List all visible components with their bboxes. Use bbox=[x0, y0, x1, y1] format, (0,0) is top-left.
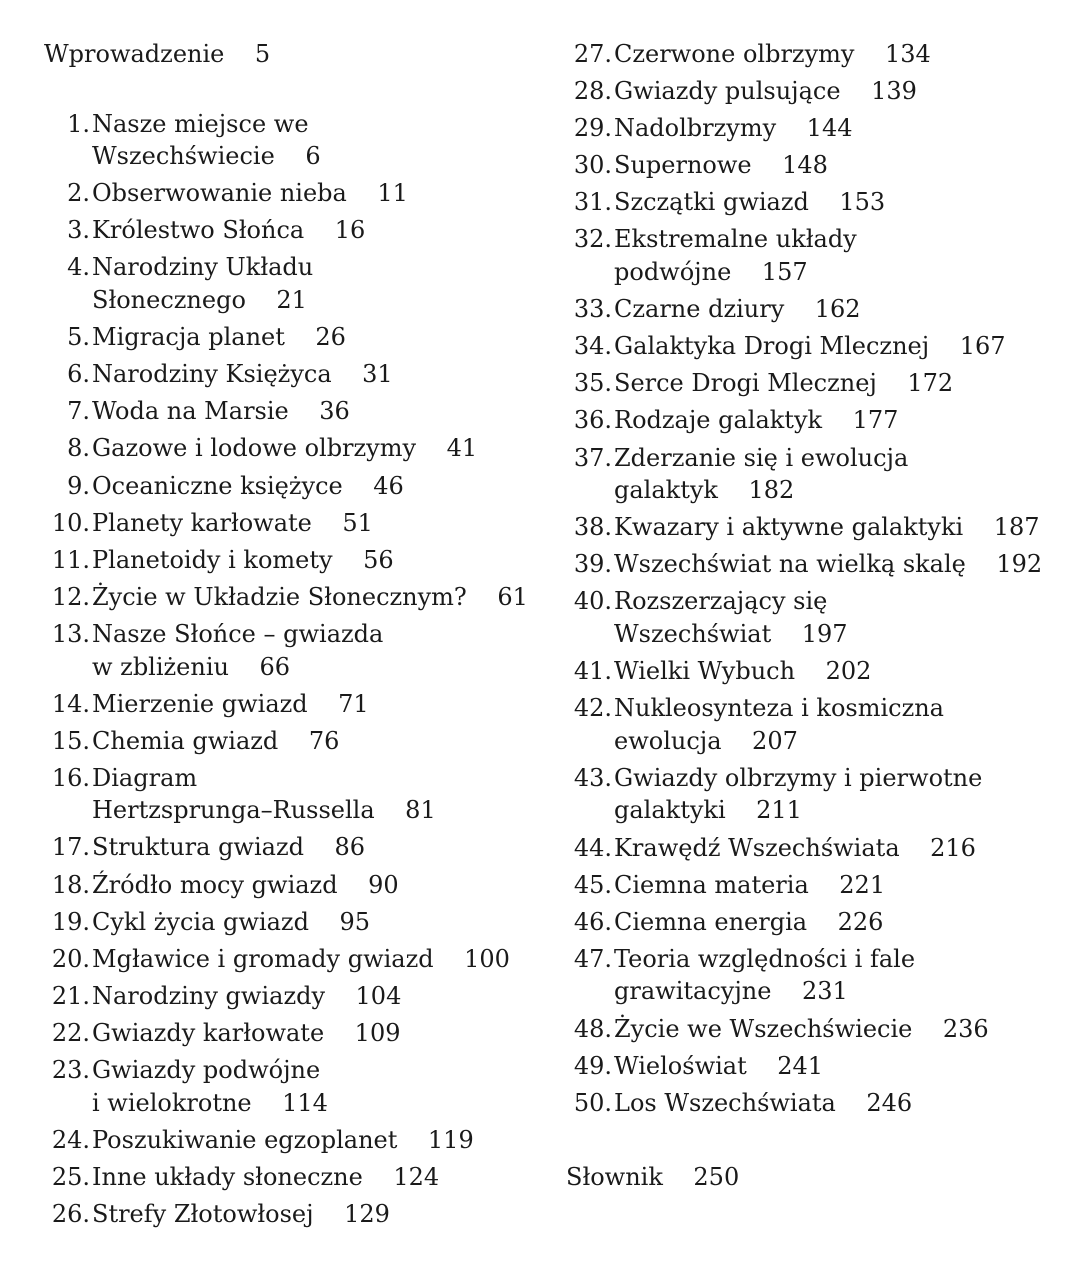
entry-page-number: 211 bbox=[756, 796, 802, 825]
toc-entry bbox=[566, 655, 1066, 688]
entry-page-number: 26 bbox=[315, 323, 346, 352]
toc-entry bbox=[44, 358, 544, 391]
toc-entry bbox=[566, 511, 1066, 544]
entry-title: Nasze Słońce – gwiazda w zbliżeniu bbox=[92, 619, 384, 681]
entry-text bbox=[92, 1161, 439, 1194]
entry-text bbox=[92, 762, 436, 827]
entry-number: 50. bbox=[573, 1088, 612, 1117]
entry-number: 23. bbox=[51, 1056, 90, 1085]
intro-title: Wprowadzenie bbox=[44, 40, 225, 68]
entry-title: Diagram Hertzsprunga–Russella bbox=[92, 763, 375, 825]
entry-page-number: 177 bbox=[852, 406, 899, 435]
toc-column-right bbox=[566, 38, 1066, 1193]
entry-page-number: 56 bbox=[363, 545, 394, 574]
toc-entry bbox=[44, 1161, 544, 1194]
entry-page-number: 236 bbox=[942, 1014, 989, 1043]
toc-entry bbox=[44, 618, 544, 683]
entry-number: 28. bbox=[573, 77, 612, 106]
entry-title: Rozszerzający się Wszechświat bbox=[614, 587, 828, 648]
entry-title: Woda na Marsie bbox=[92, 397, 289, 426]
entry-text bbox=[614, 1050, 823, 1083]
entry-text bbox=[614, 762, 982, 827]
entry-page-number: 231 bbox=[801, 977, 848, 1006]
toc-entry bbox=[566, 762, 1066, 827]
entry-number: 21. bbox=[51, 981, 90, 1010]
entry-text bbox=[92, 581, 528, 614]
entry-number: 42. bbox=[573, 694, 612, 723]
entry-title: Zderzanie się i ewolucja galaktyk bbox=[614, 443, 909, 505]
entry-title: Cykl życia gwiazd bbox=[92, 907, 309, 936]
entry-page-number: 104 bbox=[355, 981, 402, 1010]
entry-text bbox=[614, 548, 1042, 581]
entry-title: Nukleosynteza i kosmiczna ewolucja bbox=[614, 694, 944, 755]
entry-number: 15. bbox=[51, 726, 90, 755]
entry-number: 32. bbox=[573, 225, 612, 254]
entry-page-number: 139 bbox=[871, 77, 917, 106]
entry-text bbox=[92, 251, 313, 316]
toc-entry bbox=[44, 906, 544, 939]
toc-entry bbox=[566, 442, 1066, 507]
entry-text bbox=[92, 1198, 390, 1231]
entry-title: Chemia gwiazd bbox=[92, 726, 279, 755]
toc-entry bbox=[44, 395, 544, 428]
entry-text bbox=[614, 149, 828, 182]
entry-title: Ekstremalne układy podwójne bbox=[614, 225, 857, 287]
entry-page-number: 129 bbox=[344, 1199, 390, 1228]
glossary-entry bbox=[566, 1161, 1066, 1194]
toc-entry bbox=[44, 581, 544, 614]
entry-title: Rodzaje galaktyk bbox=[614, 406, 823, 435]
intro-page: 5 bbox=[254, 40, 271, 68]
entry-page-number: 207 bbox=[752, 726, 798, 755]
glossary-title: Słownik bbox=[566, 1162, 663, 1191]
entry-text bbox=[92, 1124, 474, 1157]
entry-number: 35. bbox=[573, 369, 612, 398]
entry-title: Teoria względności i fale grawitacyjne bbox=[614, 944, 916, 1006]
entry-text bbox=[92, 214, 365, 247]
entry-page-number: 95 bbox=[339, 907, 370, 936]
entry-number: 47. bbox=[573, 944, 612, 973]
entry-page-number: 31 bbox=[362, 360, 393, 389]
toc-column-left bbox=[44, 38, 544, 1235]
toc-entry bbox=[44, 108, 544, 173]
toc-entry bbox=[44, 507, 544, 540]
entry-text bbox=[92, 618, 383, 683]
entry-title: Kwazary i aktywne galaktyki bbox=[614, 513, 964, 542]
entry-number: 29. bbox=[573, 114, 612, 143]
entry-title: Królestwo Słońca bbox=[92, 216, 305, 245]
entry-text bbox=[614, 367, 953, 400]
entry-text bbox=[92, 725, 339, 758]
entry-number: 5. bbox=[67, 323, 90, 352]
entry-number: 38. bbox=[573, 513, 612, 542]
entry-text bbox=[614, 75, 917, 108]
toc-entry bbox=[566, 223, 1066, 288]
toc-entry bbox=[566, 1013, 1066, 1046]
entry-title: Gwiazdy olbrzymy i pierwotne galaktyki bbox=[614, 763, 983, 825]
toc-entry bbox=[44, 688, 544, 721]
entry-title: Gazowe i lodowe olbrzymy bbox=[92, 434, 417, 463]
entry-text bbox=[614, 1013, 989, 1046]
entry-number: 13. bbox=[51, 619, 90, 648]
toc-list-right bbox=[566, 38, 1066, 1119]
entry-number: 9. bbox=[67, 471, 90, 500]
toc-entry bbox=[44, 432, 544, 465]
toc-list-left bbox=[44, 108, 544, 1231]
entry-text bbox=[92, 869, 399, 902]
toc-entry bbox=[44, 177, 544, 210]
toc-entry bbox=[566, 548, 1066, 581]
entry-number: 18. bbox=[51, 870, 90, 899]
entry-number: 14. bbox=[51, 689, 90, 718]
entry-number: 26. bbox=[51, 1199, 90, 1228]
entry-title: Strefy Złotowłosej bbox=[92, 1199, 314, 1228]
entry-page-number: 216 bbox=[930, 833, 976, 862]
toc-entry bbox=[566, 75, 1066, 108]
entry-text bbox=[614, 869, 885, 902]
entry-number: 36. bbox=[573, 406, 612, 435]
entry-title: Życie w Układzie Słonecznym? bbox=[92, 582, 467, 611]
entry-page-number: 202 bbox=[825, 657, 872, 686]
entry-page-number: 76 bbox=[308, 726, 340, 755]
toc-entry bbox=[566, 1050, 1066, 1083]
entry-number: 16. bbox=[51, 763, 90, 792]
entry-title: Czerwone olbrzymy bbox=[614, 40, 855, 68]
entry-number: 49. bbox=[573, 1051, 612, 1080]
entry-page-number: 226 bbox=[837, 907, 884, 936]
entry-page-number: 90 bbox=[368, 870, 399, 899]
entry-number: 34. bbox=[573, 332, 612, 361]
toc-entry bbox=[44, 251, 544, 316]
entry-number: 40. bbox=[573, 587, 612, 616]
entry-text bbox=[92, 980, 401, 1013]
entry-page-number: 36 bbox=[319, 397, 350, 426]
entry-number: 17. bbox=[51, 833, 90, 862]
entry-number: 45. bbox=[573, 870, 612, 899]
entry-title: Mgławice i gromady gwiazd bbox=[92, 944, 434, 973]
toc-entry bbox=[44, 762, 544, 827]
entry-page-number: 148 bbox=[782, 151, 828, 180]
entry-number: 27. bbox=[573, 40, 612, 68]
entry-page-number: 11 bbox=[377, 179, 408, 208]
toc-entry bbox=[566, 186, 1066, 219]
entry-title: Migracja planet bbox=[92, 323, 285, 352]
entry-text bbox=[614, 943, 915, 1008]
entry-title: Narodziny Układu Słonecznego bbox=[92, 253, 314, 315]
entry-text bbox=[614, 404, 898, 437]
toc-entry bbox=[44, 943, 544, 976]
entry-page-number: 41 bbox=[446, 434, 478, 463]
entry-title: Mierzenie gwiazd bbox=[92, 689, 308, 718]
entry-page-number: 167 bbox=[959, 332, 1006, 361]
entry-title: Planetoidy i komety bbox=[92, 545, 333, 574]
entry-number: 25. bbox=[51, 1162, 90, 1191]
entry-text bbox=[614, 1087, 912, 1120]
entry-text bbox=[92, 943, 510, 976]
entry-number: 43. bbox=[573, 763, 612, 792]
entry-title: Narodziny Księżyca bbox=[92, 360, 332, 389]
entry-page-number: 172 bbox=[907, 369, 954, 398]
entry-number: 8. bbox=[67, 434, 90, 463]
entry-text bbox=[92, 906, 370, 939]
entry-page-number: 81 bbox=[405, 796, 436, 825]
entry-page-number: 100 bbox=[464, 944, 510, 973]
entry-page-number: 109 bbox=[354, 1018, 401, 1047]
entry-number: 33. bbox=[573, 295, 612, 324]
entry-text bbox=[92, 544, 394, 577]
entry-page-number: 187 bbox=[993, 513, 1040, 542]
entry-number: 22. bbox=[51, 1018, 90, 1047]
toc-entry bbox=[566, 1087, 1066, 1120]
entry-text bbox=[614, 442, 908, 507]
entry-text bbox=[92, 831, 365, 864]
entry-number: 31. bbox=[573, 188, 612, 217]
entry-number: 7. bbox=[67, 397, 90, 426]
entry-page-number: 144 bbox=[806, 114, 853, 143]
entry-text bbox=[92, 470, 404, 503]
entry-page-number: 221 bbox=[839, 870, 886, 899]
entry-page-number: 16 bbox=[334, 216, 366, 245]
entry-text bbox=[614, 186, 885, 219]
entry-title: Życie we Wszechświecie bbox=[614, 1014, 913, 1043]
toc-entry bbox=[566, 832, 1066, 865]
entry-page-number: 246 bbox=[866, 1088, 913, 1117]
toc-entry bbox=[566, 293, 1066, 326]
entry-page-number: 197 bbox=[801, 620, 848, 648]
entry-page-number: 71 bbox=[338, 689, 369, 718]
entry-number: 4. bbox=[67, 253, 90, 282]
entry-number: 2. bbox=[67, 179, 90, 208]
entry-title: Gwiazdy podwójne i wielokrotne bbox=[92, 1056, 321, 1117]
entry-page-number: 46 bbox=[373, 471, 404, 500]
entry-page-number: 134 bbox=[884, 40, 931, 68]
entry-title: Krawędź Wszechświata bbox=[614, 833, 900, 862]
entry-page-number: 86 bbox=[334, 833, 366, 862]
toc-entry bbox=[44, 214, 544, 247]
entry-page-number: 124 bbox=[393, 1162, 440, 1191]
toc-entry bbox=[44, 1124, 544, 1157]
entry-text bbox=[92, 1017, 400, 1050]
toc-entry bbox=[566, 112, 1066, 145]
toc-entry bbox=[566, 943, 1066, 1008]
intro-entry bbox=[44, 38, 544, 71]
entry-title: Serce Drogi Mlecznej bbox=[614, 369, 877, 398]
entry-page-number: 192 bbox=[996, 550, 1043, 579]
entry-page-number: 21 bbox=[276, 286, 307, 315]
entry-number: 12. bbox=[51, 582, 90, 611]
entry-text bbox=[614, 655, 871, 688]
toc-entry bbox=[566, 906, 1066, 939]
entry-number: 39. bbox=[573, 550, 612, 579]
entry-number: 24. bbox=[51, 1125, 90, 1154]
entry-page-number: 66 bbox=[259, 652, 291, 681]
entry-title: Planety karłowate bbox=[92, 508, 312, 537]
entry-text bbox=[614, 223, 857, 288]
entry-text bbox=[92, 432, 477, 465]
entry-text bbox=[614, 330, 1006, 363]
glossary-page: 250 bbox=[693, 1162, 740, 1191]
entry-title: Wielki Wybuch bbox=[614, 657, 796, 686]
entry-title: Nasze miejsce we Wszechświecie bbox=[92, 109, 309, 171]
toc-entry bbox=[44, 1198, 544, 1231]
entry-text bbox=[614, 293, 861, 326]
entry-title: Oceaniczne księżyce bbox=[92, 471, 343, 500]
entry-text bbox=[92, 108, 544, 173]
entry-title: Źródło mocy gwiazd bbox=[92, 870, 338, 899]
toc-entry bbox=[44, 470, 544, 503]
entry-page-number: 119 bbox=[427, 1125, 474, 1154]
toc-entry bbox=[44, 980, 544, 1013]
spacer bbox=[44, 71, 544, 108]
entry-number: 41. bbox=[573, 657, 612, 686]
entry-number: 48. bbox=[573, 1014, 612, 1043]
entry-text bbox=[614, 692, 944, 757]
entry-title: Ciemna energia bbox=[614, 907, 808, 936]
entry-number: 6. bbox=[67, 360, 90, 389]
entry-title: Poszukiwanie egzoplanet bbox=[92, 1125, 398, 1154]
entry-text bbox=[614, 112, 852, 145]
entry-number: 10. bbox=[51, 508, 90, 537]
entry-number: 19. bbox=[51, 907, 90, 936]
entry-title: Gwiazdy karłowate bbox=[92, 1018, 325, 1047]
entry-text bbox=[92, 321, 346, 354]
entry-text bbox=[614, 511, 1040, 544]
entry-number: 11. bbox=[51, 545, 90, 574]
entry-title: Supernowe bbox=[614, 151, 752, 180]
entry-text bbox=[614, 906, 883, 939]
entry-text bbox=[614, 585, 848, 650]
entry-number: 3. bbox=[67, 216, 90, 245]
toc-entry bbox=[566, 404, 1066, 437]
toc-entry bbox=[44, 544, 544, 577]
entry-text bbox=[92, 395, 350, 428]
entry-title: Szczątki gwiazd bbox=[614, 188, 809, 217]
toc-entry bbox=[566, 367, 1066, 400]
toc-entry bbox=[44, 1054, 544, 1119]
toc-entry bbox=[566, 330, 1066, 363]
entry-number: 44. bbox=[573, 833, 612, 862]
entry-title: Narodziny gwiazdy bbox=[92, 981, 326, 1010]
toc-entry bbox=[566, 692, 1066, 757]
entry-title: Los Wszechświata bbox=[614, 1088, 836, 1117]
entry-page-number: 241 bbox=[777, 1051, 824, 1080]
entry-page-number: 153 bbox=[839, 188, 886, 217]
entry-text bbox=[614, 38, 931, 71]
entry-title: Inne układy słoneczne bbox=[92, 1162, 363, 1191]
entry-page-number: 6 bbox=[305, 142, 321, 171]
entry-text bbox=[92, 688, 369, 721]
entry-title: Obserwowanie nieba bbox=[92, 179, 347, 208]
entry-title: Galaktyka Drogi Mlecznej bbox=[614, 332, 930, 361]
entry-page-number: 182 bbox=[748, 476, 795, 505]
entry-text bbox=[92, 358, 393, 391]
entry-title: Wieloświat bbox=[614, 1051, 747, 1080]
entry-text bbox=[92, 507, 373, 540]
entry-number: 30. bbox=[573, 151, 612, 180]
toc-entry bbox=[566, 38, 1066, 71]
entry-text bbox=[614, 832, 976, 865]
entry-page-number: 61 bbox=[497, 582, 528, 611]
entry-number: 20. bbox=[51, 944, 90, 973]
entry-text bbox=[92, 177, 408, 210]
entry-page-number: 114 bbox=[282, 1088, 328, 1117]
entry-title: Struktura gwiazd bbox=[92, 833, 304, 862]
entry-number: 46. bbox=[573, 907, 612, 936]
toc-entry bbox=[566, 869, 1066, 902]
entry-page-number: 51 bbox=[342, 508, 373, 537]
entry-text bbox=[92, 1054, 328, 1119]
entry-number: 1. bbox=[67, 109, 90, 138]
toc-entry bbox=[566, 585, 1066, 650]
toc-entry bbox=[44, 725, 544, 758]
spacer bbox=[566, 1124, 1066, 1161]
toc-entry bbox=[44, 1017, 544, 1050]
entry-title: Czarne dziury bbox=[614, 295, 785, 324]
toc-entry bbox=[44, 321, 544, 354]
entry-page-number: 157 bbox=[761, 258, 808, 287]
toc-entry bbox=[44, 831, 544, 864]
entry-title: Gwiazdy pulsujące bbox=[614, 77, 841, 106]
entry-page-number: 162 bbox=[814, 295, 861, 324]
entry-title: Nadolbrzymy bbox=[614, 114, 777, 143]
toc-entry bbox=[44, 869, 544, 902]
toc-entry bbox=[566, 149, 1066, 182]
entry-title: Ciemna materia bbox=[614, 870, 809, 899]
entry-title: Wszechświat na wielką skalę bbox=[614, 550, 966, 579]
entry-number: 37. bbox=[573, 443, 612, 472]
